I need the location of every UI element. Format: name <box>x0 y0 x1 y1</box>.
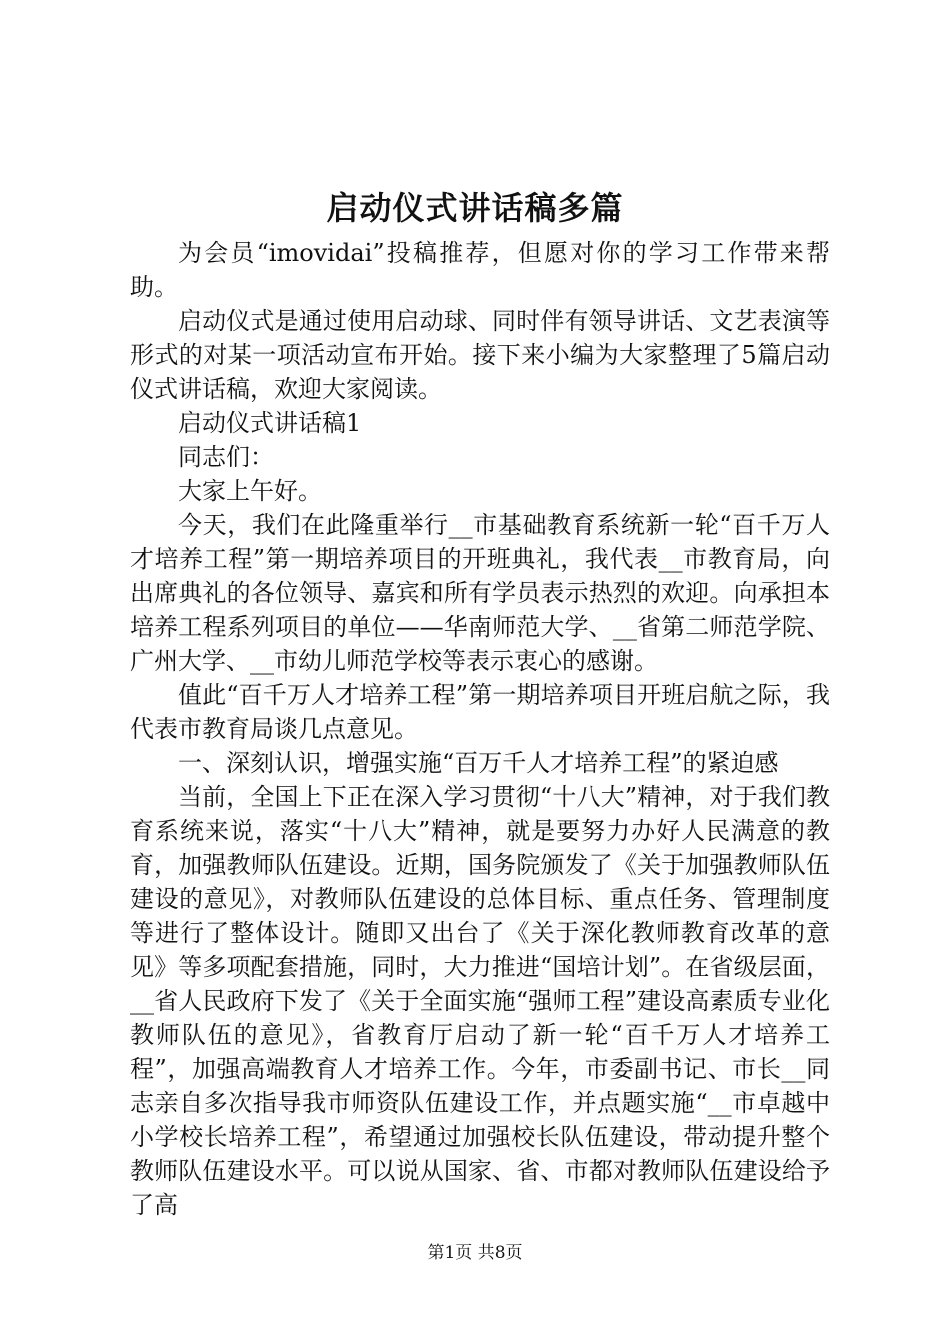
section-heading: 启动仪式讲话稿1 <box>178 409 362 437</box>
paragraph: 当前，全国上下正在深入学习贯彻“十八大”精神，对于我们教育系统来说，落实“十八大”精神，就是要努力办好人民满意的教育，加强教师队伍建设。近期，国务院颁发了《关于加强教师队伍建设的意见》，对教师队伍建设的总体目标、重点任务、管理制度等进行了整体设计。随即又出台了《关于深化教师教育改革的意见》等多项配套措施，同时，大力推进“国培计划”。在省级层面，__省人民政府下发了《关于全面实施“强师工程”建设高素质专业化教师队伍的意见》，省教育厅启动了新一轮“百千万人才培养工程”，加强高端教育人才培养工作。今年，市委副书记、市长__同志亲自多次指导我市师资队伍建设工作，并点题实施“__市卓越中小学校长培养工程”，希望通过加强校长队伍建设，带动提升整个教师队伍建设水平。可以说从国家、省、市都对教师队伍建设给予了高 <box>130 783 830 1219</box>
page-number: 第1页 共8页 <box>427 1243 523 1263</box>
greeting: 大家上午好。 <box>178 477 322 505</box>
paragraph: 启动仪式是通过使用启动球、同时伴有领导讲话、文艺表演等形式的对某一项活动宣布开始。接下来小编为大家整理了5篇启动仪式讲话稿，欢迎大家阅读。 <box>130 307 830 403</box>
paragraph: 为会员“imovidai”投稿推荐，但愿对你的学习工作带来帮助。 <box>130 239 830 301</box>
document-body <box>130 236 830 1222</box>
paragraph: 值此“百千万人才培养工程”第一期培养项目开班启航之际，我代表市教育局谈几点意见。 <box>130 681 830 743</box>
salutation: 同志们： <box>178 443 274 471</box>
paragraph: 今天，我们在此隆重举行__市基础教育系统新一轮“百千万人才培养工程”第一期培养项目的开班典礼，我代表__市教育局，向出席典礼的各位领导、嘉宾和所有学员表示热烈的欢迎。向承担本培养工程系列项目的单位——华南师范大学、__省第二师范学院、广州大学、__市幼儿师范学校等表示衷心的感谢。 <box>130 511 830 675</box>
section-heading: 一、深刻认识，增强实施“百万千人才培养工程”的紧迫感 <box>178 749 779 777</box>
document-title: 启动仪式讲话稿多篇 <box>326 189 624 227</box>
